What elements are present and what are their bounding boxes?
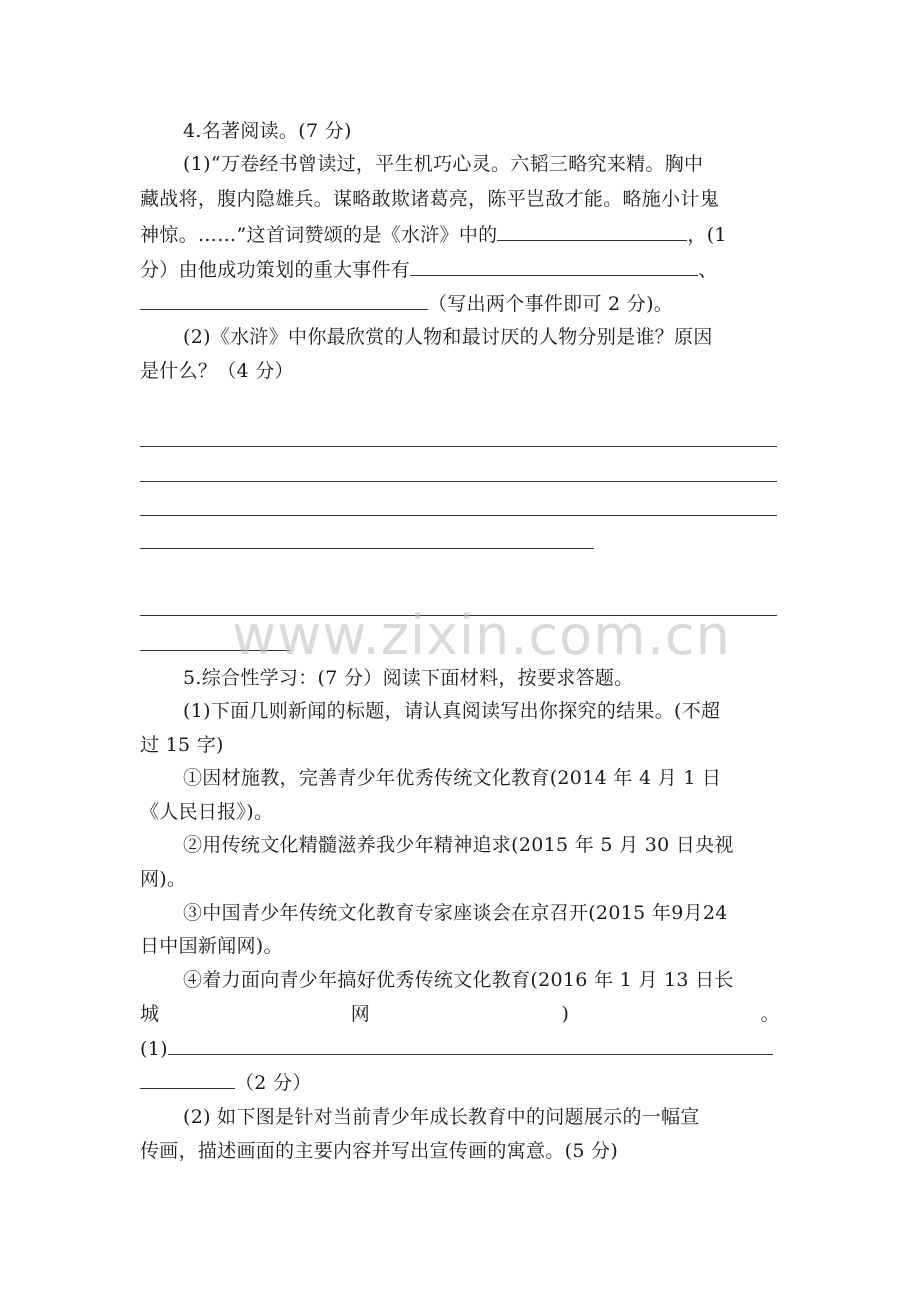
- q5-item1-line2: 《人民日报》)。: [140, 801, 274, 823]
- q4-p1-line4-sep: 、: [698, 259, 718, 281]
- watermark-logo: www.zixin.com.cn: [232, 604, 731, 667]
- q5-item1-line1: ①因材施教，完善青少年优秀传统文化教育(2014 年 4 月 1 日: [183, 767, 722, 789]
- q4-p2-line1: (2)《水浒》中你最欣赏的人物和最讨厌的人物分别是谁？原因: [183, 326, 713, 348]
- q5-answer-line2: [140, 1070, 312, 1095]
- q4-title: 4.名著阅读。(7 分): [183, 120, 352, 142]
- answer-line[interactable]: [140, 548, 594, 549]
- q5-item4-line2: [140, 1002, 780, 1026]
- answer-blank-result-cont[interactable]: [140, 1070, 235, 1089]
- answer-blank-event-1[interactable]: [410, 257, 698, 276]
- q5-answer-label: (1): [140, 1038, 168, 1060]
- q4-p1-line3-text: 神惊。……”这首词赞颂的是《水浒》中的: [140, 224, 498, 246]
- answer-line[interactable]: [140, 446, 777, 447]
- q4-p1-line4-text: 分）由他成功策划的重大事件有: [140, 259, 411, 281]
- q5-item2-line1: ②用传统文化精髓滋养我少年精神追求(2015 年 5 月 30 日央视: [183, 834, 734, 856]
- answer-line[interactable]: [140, 515, 777, 516]
- q5-p1-line2: 过 15 字): [140, 734, 224, 756]
- answer-blank-result[interactable]: [168, 1036, 773, 1055]
- q5-item3-line1: ③中国青少年传统文化教育专家座谈会在京召开(2015 年9月24: [183, 902, 728, 924]
- q5-p2-line1: (2) 如下图是针对当前青少年成长教育中的问题展示的一幅宣: [183, 1106, 700, 1128]
- q4-p1-line4: [140, 257, 718, 282]
- q5-answer-score: （2 分）: [235, 1072, 312, 1094]
- q4-p1-line2: 藏战将，腹内隐雄兵。谋略敢欺诸葛亮，陈平岂敌才能。略施小计鬼: [140, 188, 720, 210]
- q4-p1-line5: [140, 291, 673, 316]
- answer-blank-character[interactable]: [497, 222, 687, 241]
- q4-p1-line3: [140, 222, 727, 247]
- q5-p2-line2: 传画，描述画面的主要内容并写出宣传画的寓意。(5 分): [140, 1140, 619, 1162]
- q5-item4-line1: ④着力面向青少年搞好优秀传统文化教育(2016 年 1 月 13 日长: [183, 969, 734, 991]
- q5-item4-part: 网: [350, 1003, 371, 1025]
- q5-item3-line2: 日中国新闻网)。: [140, 935, 283, 957]
- q5-item4-part: ): [561, 1003, 570, 1025]
- q4-p1-line5-text: （写出两个事件即可 2 分)。: [428, 293, 674, 315]
- q4-p1-line3-end: ，(1: [687, 224, 727, 246]
- q5-title: 5.综合性学习：(7 分）阅读下面材料，按要求答题。: [183, 667, 634, 689]
- q5-p1-line1: (1)下面几则新闻的标题，请认真阅读写出你探究的结果。(不超: [183, 700, 721, 722]
- answer-line[interactable]: [140, 481, 777, 482]
- q5-answer-line: [140, 1036, 773, 1061]
- q4-p2-line2: 是什么？（4 分）: [140, 360, 294, 382]
- q5-item2-line2: 网)。: [140, 868, 187, 890]
- q4-p1-line1: (1)“万卷经书曾读过，平生机巧心灵。六韬三略究来精。胸中: [183, 153, 704, 175]
- q5-item4-part: 城: [140, 1003, 160, 1025]
- q5-item4-part: 。: [760, 1003, 780, 1025]
- answer-blank-event-2[interactable]: [140, 291, 428, 310]
